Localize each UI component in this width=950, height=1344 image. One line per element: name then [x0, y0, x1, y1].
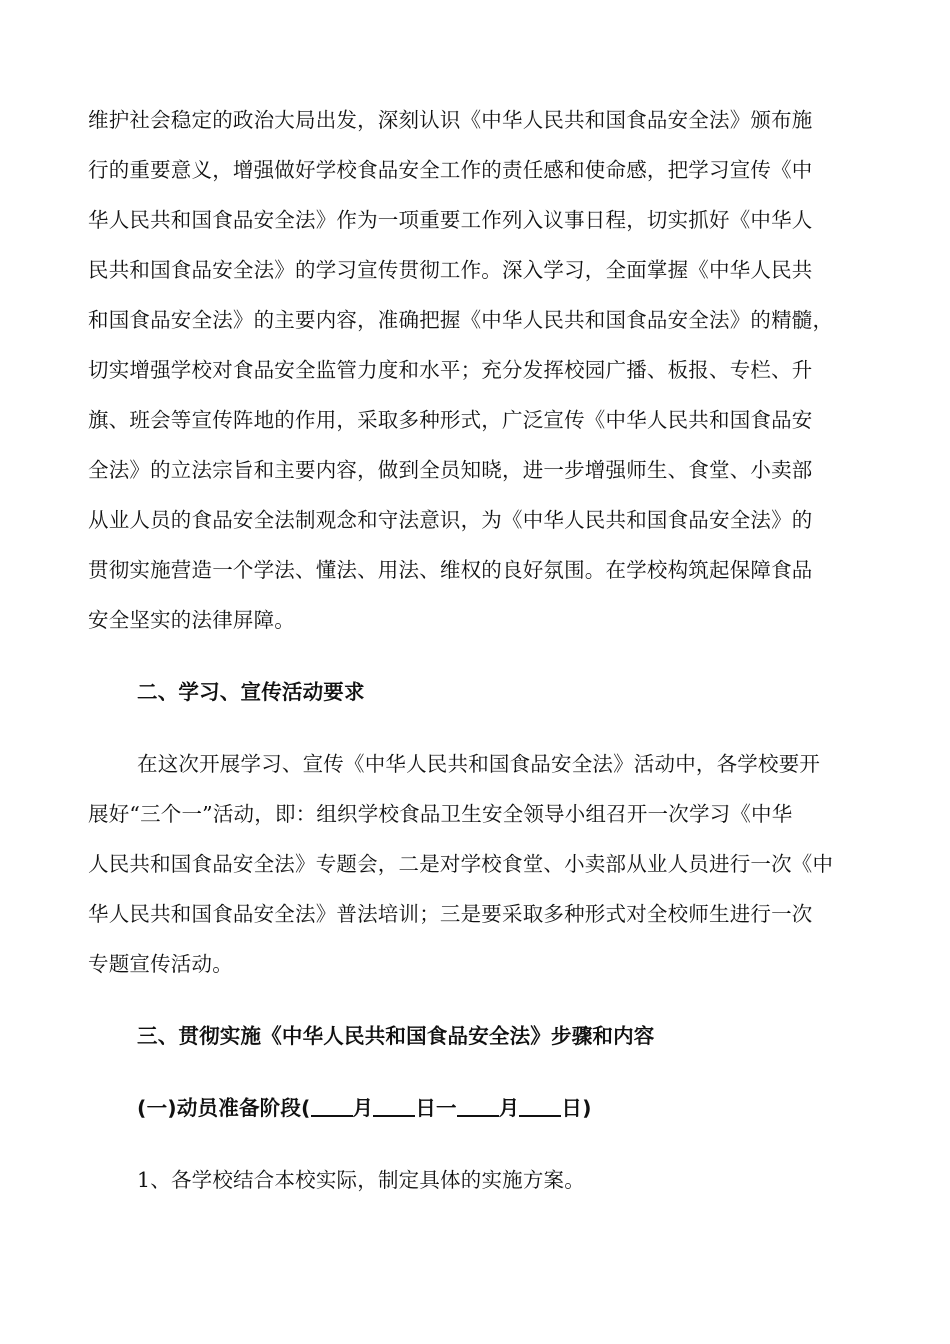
paragraph-line: 维护社会稳定的政治大局出发，深刻认识《中华人民共和国食品安全法》颁布施	[88, 108, 813, 132]
section-heading: 三、贯彻实施《中华人民共和国食品安全法》步骤和内容	[137, 1024, 655, 1048]
subheading-month: 月	[498, 1096, 520, 1120]
subheading-day: 日一	[415, 1096, 457, 1120]
paragraph-line: 在这次开展学习、宣传《中华人民共和国食品安全法》活动中，各学校要开	[137, 752, 821, 776]
section-heading: 二、学习、宣传活动要求	[137, 680, 365, 704]
fill-in-blank	[373, 1095, 415, 1117]
subsection-heading	[137, 1094, 927, 1122]
paragraph-line: 从业人员的食品安全法制观念和守法意识，为《中华人民共和国食品安全法》的	[88, 508, 813, 532]
fill-in-blank	[519, 1095, 561, 1117]
paragraph-line: 全法》的立法宗旨和主要内容，做到全员知晓，进一步增强师生、食堂、小卖部	[88, 458, 813, 482]
paragraph-line: 和国食品安全法》的主要内容，准确把握《中华人民共和国食品安全法》的精髓，	[88, 308, 834, 332]
paragraph-line: 华人民共和国食品安全法》作为一项重要工作列入议事日程，切实抓好《中华人	[88, 208, 813, 232]
subheading-day: 日)	[561, 1096, 592, 1120]
subheading-prefix: (一)动员准备阶段(	[137, 1096, 311, 1120]
paragraph-line: 切实增强学校对食品安全监管力度和水平；充分发挥校园广播、板报、专栏、升	[88, 358, 813, 382]
list-item: 1、各学校结合本校实际，制定具体的实施方案。	[137, 1168, 585, 1192]
paragraph-line: 专题宣传活动。	[88, 952, 233, 976]
paragraph-line: 行的重要意义，增强做好学校食品安全工作的责任感和使命感，把学习宣传《中	[88, 158, 813, 182]
paragraph-line: 贯彻实施营造一个学法、懂法、用法、维权的良好氛围。在学校构筑起保障食品	[88, 558, 813, 582]
paragraph-line: 旗、班会等宣传阵地的作用，采取多种形式，广泛宣传《中华人民共和国食品安	[88, 408, 813, 432]
paragraph-line: 人民共和国食品安全法》专题会，二是对学校食堂、小卖部从业人员进行一次《中	[88, 852, 834, 876]
paragraph-line: 展好“三个一”活动，即：组织学校食品卫生安全领导小组召开一次学习《中华	[88, 802, 793, 826]
paragraph-line: 安全坚实的法律屏障。	[88, 608, 295, 632]
paragraph-line: 华人民共和国食品安全法》普法培训；三是要采取多种形式对全校师生进行一次	[88, 902, 813, 926]
paragraph-line: 民共和国食品安全法》的学习宣传贯彻工作。深入学习，全面掌握《中华人民共	[88, 258, 813, 282]
subheading-month: 月	[352, 1096, 374, 1120]
fill-in-blank	[311, 1095, 353, 1117]
fill-in-blank	[457, 1095, 499, 1117]
